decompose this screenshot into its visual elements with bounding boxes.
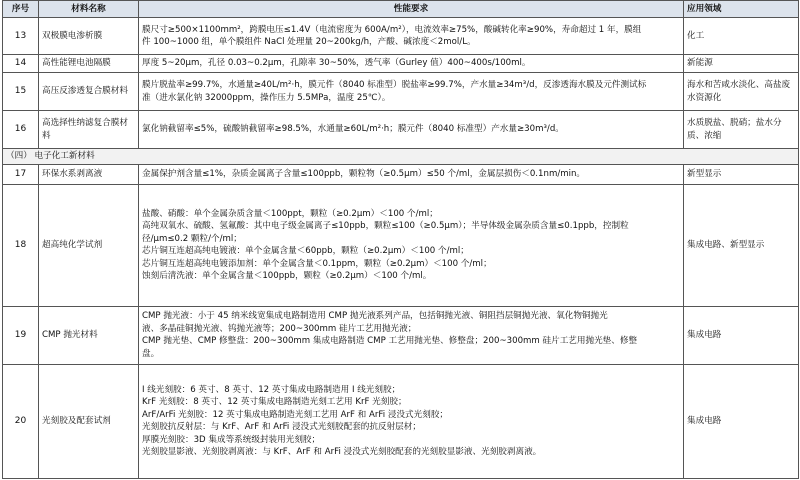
row-number: 16 (3, 111, 39, 149)
table-row (3, 73, 799, 111)
requirement-line: 氯化钠截留率≤5%，硫酸钠截留率≥98.5%，水通量≥60L/m²·h；膜元件（8040 标准型）产水量≥30m³/d。 (142, 124, 564, 135)
application-area: 集成电路、新型显示 (684, 184, 799, 306)
requirement-line: 光刻胶显影液、光刻胶剥离液：与 KrF、ArF 和 ArFi 浸没式光刻胶配套的光刻胶显影液、光刻胶剥离液。 (142, 447, 542, 457)
table-row (3, 364, 799, 478)
material-name: 环保水系剥离液 (39, 164, 139, 184)
header-no: 序号 (3, 1, 39, 18)
requirement-line: 盐酸、硝酸：单个金属杂质含量＜100ppt，颗粒（≥0.2μm）＜100 个/ml； (142, 208, 438, 219)
performance-requirements (139, 364, 684, 478)
requirement-line: 光刻胶抗反射层：与 KrF、ArF 和 ArFi 浸没式光刻胶配套的抗反射层材； (142, 422, 421, 432)
material-name: 超高纯化学试剂 (39, 184, 139, 306)
section-row (3, 149, 799, 165)
materials-table (2, 0, 799, 479)
performance-requirements (139, 164, 684, 184)
row-number: 17 (3, 164, 39, 184)
material-name: 高性能锂电池隔膜 (39, 55, 139, 73)
application-area: 化工 (684, 18, 799, 55)
requirement-line: 蚀刻后清洗液：单个金属含量＜100ppb，颗粒（≥0.2μm）＜100 个/ml。 (142, 271, 432, 281)
table-row (3, 164, 799, 184)
requirement-line: 膜片脱盐率≥99.7%，水通量≥40L/m²·h，膜元件（8040 标准型）脱盐率≥99.7%，产水量≥34m³/d，反渗透海水膜及元件测试标 (142, 80, 647, 90)
requirement-line: 厚度 5~20μm，孔径 0.03~0.2μm，孔隙率 30~50%，透气率（Gurley 值）400~400s/100ml。 (142, 58, 531, 69)
header-row (3, 1, 799, 18)
material-name: 高选择性纳滤复合膜材料 (39, 111, 139, 149)
requirement-line: ArF/ArFi 光刻胶：12 英寸集成电路制造光刻工艺用 ArF 和 ArFi 浸没式光刻胶； (142, 409, 449, 420)
table-row (3, 306, 799, 364)
material-name: 光刻胶及配套试剂 (39, 364, 139, 478)
requirement-line: 盘。 (142, 348, 160, 359)
application-area: 海水和苦咸水淡化、高盐废水资源化 (684, 73, 799, 111)
requirement-line: 件 100~1000 组，单个膜组件 NaCl 处理量 20~200kg/h，产酸、碱浓度＜2mol/L。 (142, 37, 476, 47)
performance-requirements (139, 73, 684, 111)
performance-requirements (139, 55, 684, 73)
row-number: 15 (3, 73, 39, 111)
requirement-line: 金属保护剂含量≤1%，杂质金属离子含量≤100ppb，颗粒物（≥0.5μm）≤50 个/ml，金属层损伤＜0.1nm/min。 (142, 168, 586, 179)
application-area: 水质脱盐、脱硝；盐水分质、浓缩 (684, 111, 799, 149)
requirement-line: 芯片铜互连超高纯电镀添加剂：单个金属含量＜0.1ppm，颗粒（≥0.2μm）＜100 个/ml； (142, 258, 492, 269)
requirement-line: 高纯双氧水、硫酸、氢氟酸：其中电子级金属离子≤10ppb，颗粒≤100（≥0.5μm）；半导体级金属杂质含量≤0.1ppb，控制粒 (142, 221, 629, 231)
section-title: （四） 电子化工新材料 (3, 149, 799, 165)
requirement-line: 液、多晶硅铜抛光液、钨抛光液等；200~300mm 硅片工艺用抛光液； (142, 323, 417, 334)
requirement-line: KrF 光刻胶：8 英寸、12 英寸集成电路制造光刻工艺用 KrF 光刻胶； (142, 397, 407, 407)
requirement-line: I 线光刻胶：6 英寸、8 英寸、12 英寸集成电路制造用 I 线光刻胶； (142, 384, 401, 395)
requirement-line: 芯片铜互连超高纯电镀液：单个金属含量＜60ppb，颗粒（≥0.2μm）＜100 个/ml； (142, 246, 469, 256)
header-requirements: 性能要求 (139, 1, 684, 18)
table-row (3, 55, 799, 73)
header-name: 材料名称 (39, 1, 139, 18)
material-name: 双极膜电渗析膜 (39, 18, 139, 55)
requirement-line: 准（进水氯化钠 32000ppm，操作压力 5.5MPa，温度 25℃）。 (142, 92, 391, 103)
requirement-line: CMP 抛光液：小于 45 纳米线宽集成电路制造用 CMP 抛光液系列产品，包括铜抛光液、铜阻挡层铜抛光液、氧化物铜抛光 (142, 311, 608, 321)
application-area: 集成电路 (684, 306, 799, 364)
performance-requirements (139, 18, 684, 55)
row-number: 19 (3, 306, 39, 364)
header-application: 应用领域 (684, 1, 799, 18)
material-name: CMP 抛光材料 (39, 306, 139, 364)
row-number: 13 (3, 18, 39, 55)
requirement-line: 膜尺寸≥500×1100mm²，跨膜电压≤1.4V（电流密度为 600A/m²），电流效率≥75%，酸碱转化率≥90%，寿命超过 1 年，膜组 (142, 24, 642, 35)
row-number: 20 (3, 364, 39, 478)
application-area: 新能源 (684, 55, 799, 73)
requirement-line: 径/μm≤0.2 颗粒/个/ml； (142, 233, 242, 244)
requirement-line: 厚膜光刻胶：3D 集成等系统级封装用光刻胶； (142, 434, 321, 445)
table-row (3, 18, 799, 55)
performance-requirements (139, 111, 684, 149)
application-area: 新型显示 (684, 164, 799, 184)
row-number: 18 (3, 184, 39, 306)
requirement-line: CMP 抛光垫、CMP 修整盘：200~300mm 集成电路制造 CMP 工艺用抛光垫、修整盘；200~300mm 硅片工艺用抛光垫、修整 (142, 336, 638, 346)
application-area: 集成电路 (684, 364, 799, 478)
performance-requirements (139, 306, 684, 364)
table-row (3, 111, 799, 149)
performance-requirements (139, 184, 684, 306)
table-row (3, 184, 799, 306)
row-number: 14 (3, 55, 39, 73)
material-name: 高压反渗透复合膜材料 (39, 73, 139, 111)
